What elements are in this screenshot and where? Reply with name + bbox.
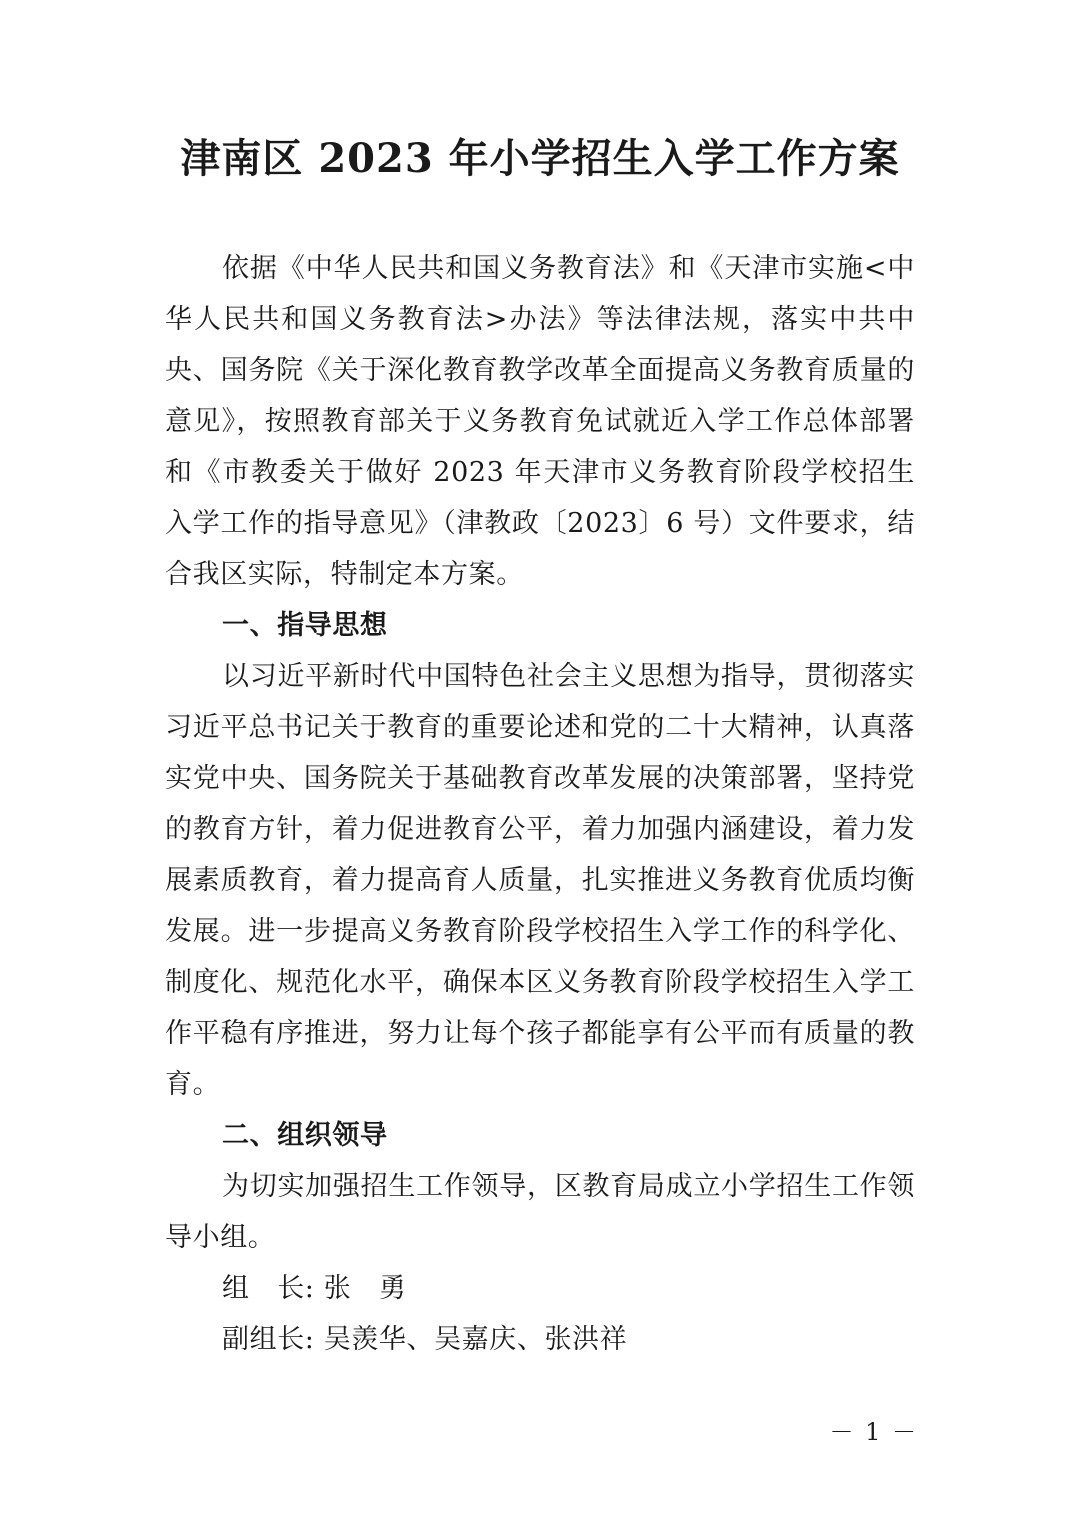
- guiding-ideology-paragraph: 以习近平新时代中国特色社会主义思想为指导，贯彻落实习近平总书记关于教育的重要论述和党的二十大精神，认真落实党中央、国务院关于基础教育改革发展的决策部署，坚持党的教育方针，着力促进教育公平，着力加强内涵建设，着力发展素质教育，着力提高育人质量，扎实推进义务教育优质均衡发展。进一步提高义务教育阶段学校招生入学工作的科学化、制度化、规范化水平，确保本区义务教育阶段学校招生入学工作平稳有序推进，努力让每个孩子都能享有公平而有质量的教育。: [165, 661, 915, 1100]
- document-title: 津南区 2023 年小学招生入学工作方案: [180, 135, 900, 182]
- group-leader-line: [165, 1263, 915, 1314]
- group-leader-name: 张 勇: [323, 1273, 407, 1304]
- page-number: － 1 －: [829, 1418, 918, 1446]
- deputy-leader-names: 吴羡华、吴嘉庆、张洪祥: [323, 1324, 628, 1355]
- deputy-leader-role: 副组长:: [222, 1324, 315, 1355]
- deputy-leader-line: [165, 1314, 915, 1365]
- group-leader-role: 组 长:: [222, 1273, 315, 1304]
- organization-paragraph: 为切实加强招生工作领导，区教育局成立小学招生工作领导小组。: [165, 1171, 915, 1253]
- section-heading-guiding-ideology: 一、指导思想: [222, 610, 388, 641]
- intro-paragraph: 依据《中华人民共和国义务教育法》和《天津市实施<中华人民共和国义务教育法>办法》等法律法规，落实中共中央、国务院《关于深化教育教学改革全面提高义务教育质量的意见》，按照教育部关于义务教育免试就近入学工作总体部署和《市教委关于做好 2023 年天津市义务教育阶段学校招生入学工作的指导意见》（津教政〔2023〕6 号）文件要求，结合我区实际，特制定本方案。: [165, 253, 915, 590]
- section-heading-organization: 二、组织领导: [222, 1120, 388, 1151]
- document-body: [165, 243, 915, 1365]
